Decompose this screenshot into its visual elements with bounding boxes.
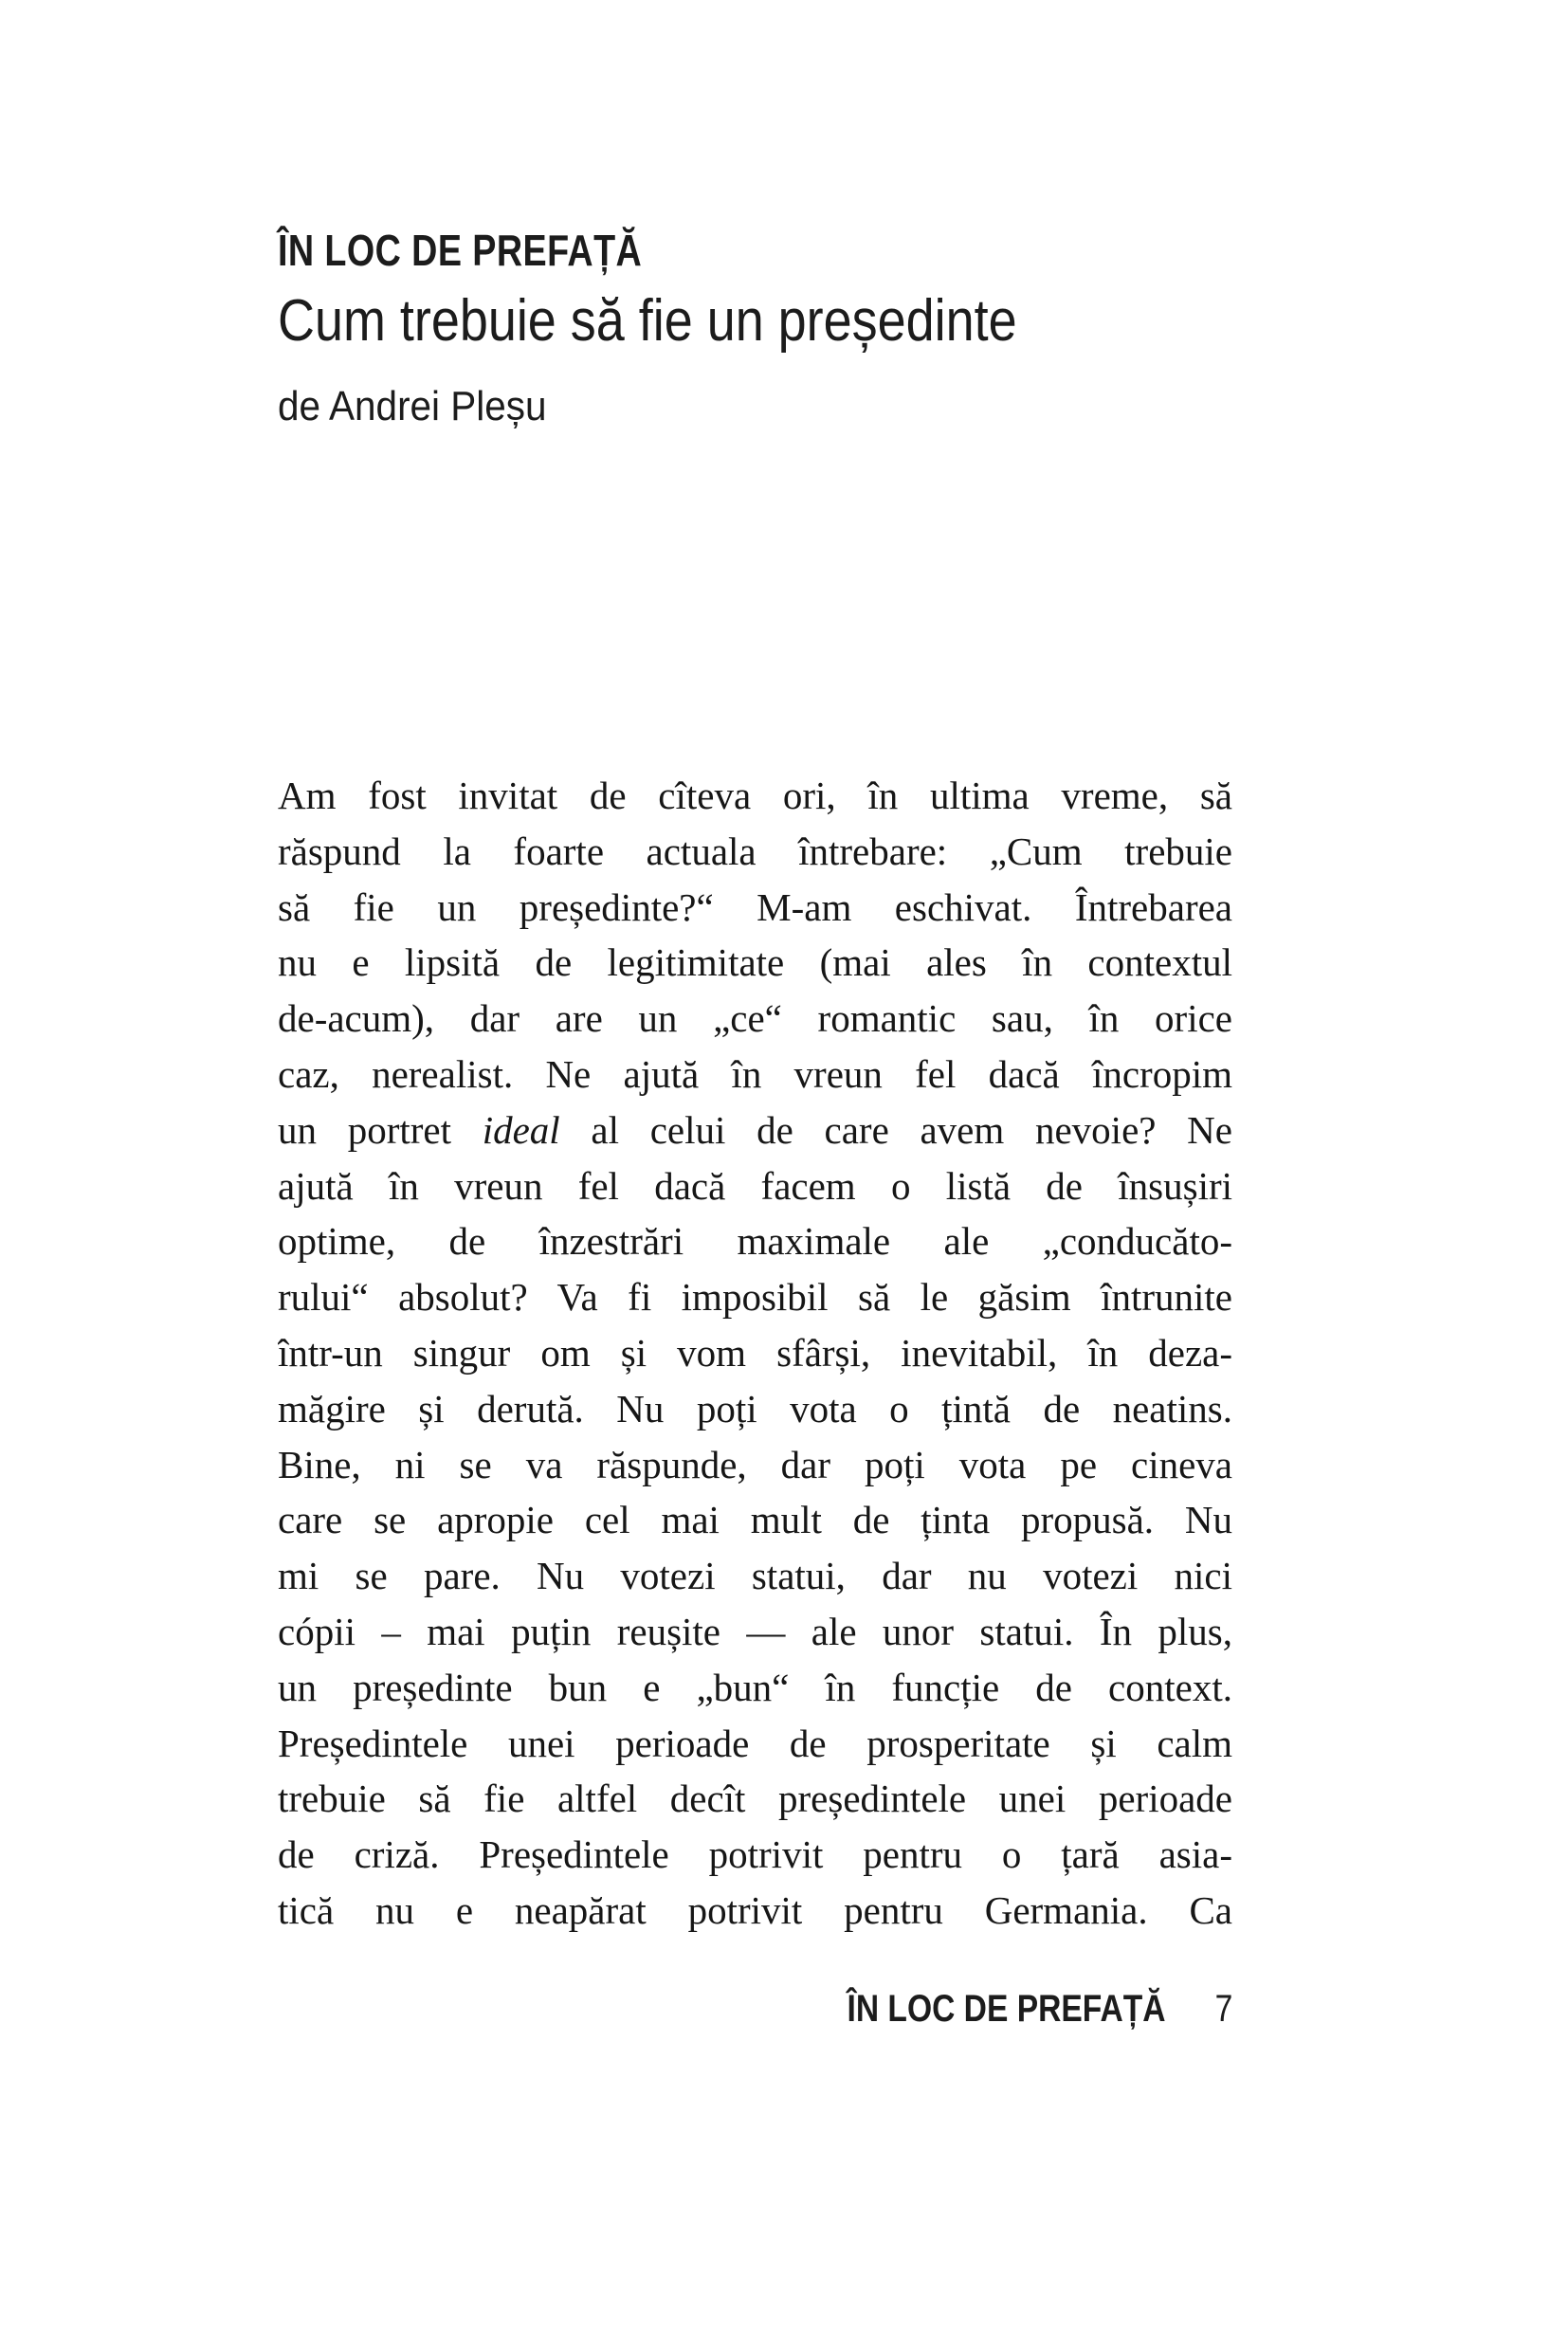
footer-page-number: 7 xyxy=(1214,1988,1232,2030)
body-line xyxy=(278,1548,1232,1604)
body-line-segment: tică nu e neapărat potrivit pentru Germania. Ca xyxy=(278,1887,1232,1932)
chapter-kicker: ÎN LOC DE PREFAȚĂ xyxy=(278,226,643,275)
body-line xyxy=(278,1047,1232,1103)
body-line xyxy=(278,880,1232,936)
body-line xyxy=(278,1158,1232,1214)
body-text xyxy=(278,768,1232,1939)
body-line-segment: măgire și derută. Nu poți vota o țintă de neatins. xyxy=(278,1386,1232,1431)
body-line-segment: cópii – mai puțin reușite — ale unor statui. În plus, xyxy=(278,1609,1232,1653)
body-line xyxy=(278,1103,1232,1158)
body-line xyxy=(278,1716,1232,1772)
page-footer xyxy=(847,1990,1232,2028)
body-line-segment: nu e lipsită de legitimitate (mai ales în contextul xyxy=(278,940,1232,985)
body-line-segment: Am fost invitat de cîteva ori, în ultima vreme, să xyxy=(278,774,1232,817)
body-line-segment: optime, de înzestrări maximale ale „conducăto- xyxy=(278,1219,1232,1264)
body-line-segment: Președintele unei perioade de prosperitate și calm xyxy=(278,1721,1232,1765)
body-line xyxy=(278,1213,1232,1269)
body-line xyxy=(278,1381,1232,1437)
body-line-segment: care se apropie cel mai mult de ținta propusă. Nu xyxy=(278,1498,1232,1542)
body-line-segment: un portret xyxy=(278,1107,483,1152)
body-line xyxy=(278,1827,1232,1883)
body-line-segment: mi se pare. Nu votezi statui, dar nu votezi nici xyxy=(278,1554,1232,1598)
body-line-segment: trebuie să fie altfel decît președintele unei perioade xyxy=(278,1777,1232,1821)
body-line xyxy=(278,1604,1232,1660)
body-line xyxy=(278,824,1232,880)
body-line xyxy=(278,1437,1232,1493)
footer-section-label: ÎN LOC DE PREFAȚĂ xyxy=(847,1988,1166,2030)
body-line xyxy=(278,1269,1232,1325)
body-line-segment: ajută în vreun fel dacă facem o listă de însușiri xyxy=(278,1163,1232,1208)
body-line xyxy=(278,991,1232,1047)
body-line-segment: într-un singur om și vom sfârși, inevitabil, în deza- xyxy=(278,1330,1232,1375)
body-line xyxy=(278,935,1232,991)
body-line-segment: ideal xyxy=(482,1107,560,1152)
body-line xyxy=(278,1771,1232,1827)
body-line-segment: să fie un președinte?“ M-am eschivat. Întrebarea xyxy=(278,884,1232,929)
chapter-author: de Andrei Pleșu xyxy=(278,383,547,429)
body-line-segment: al celui de care avem nevoie? Ne xyxy=(559,1107,1232,1152)
body-line-segment: de criză. Președintele potrivit pentru o țară asia- xyxy=(278,1832,1232,1877)
body-line-segment: un președinte bun e „bun“ în funcție de context. xyxy=(278,1665,1232,1709)
body-line-segment: caz, nerealist. Ne ajută în vreun fel dacă încropim xyxy=(278,1051,1232,1096)
body-line xyxy=(278,1660,1232,1716)
body-line xyxy=(278,1492,1232,1548)
body-line-segment: răspund la foarte actuala întrebare: „Cum trebuie xyxy=(278,829,1232,873)
body-line-segment: rului“ absolut? Va fi imposibil să le găsim întrunite xyxy=(278,1275,1232,1320)
body-line-segment: Bine, ni se va răspunde, dar poți vota pe cineva xyxy=(278,1442,1232,1486)
body-line xyxy=(278,768,1232,824)
body-line-segment: de-acum), dar are un „ce“ romantic sau, în orice xyxy=(278,996,1232,1041)
body-line xyxy=(278,1325,1232,1381)
body-line xyxy=(278,1883,1232,1939)
chapter-title: Cum trebuie să fie un președinte xyxy=(278,288,1017,354)
